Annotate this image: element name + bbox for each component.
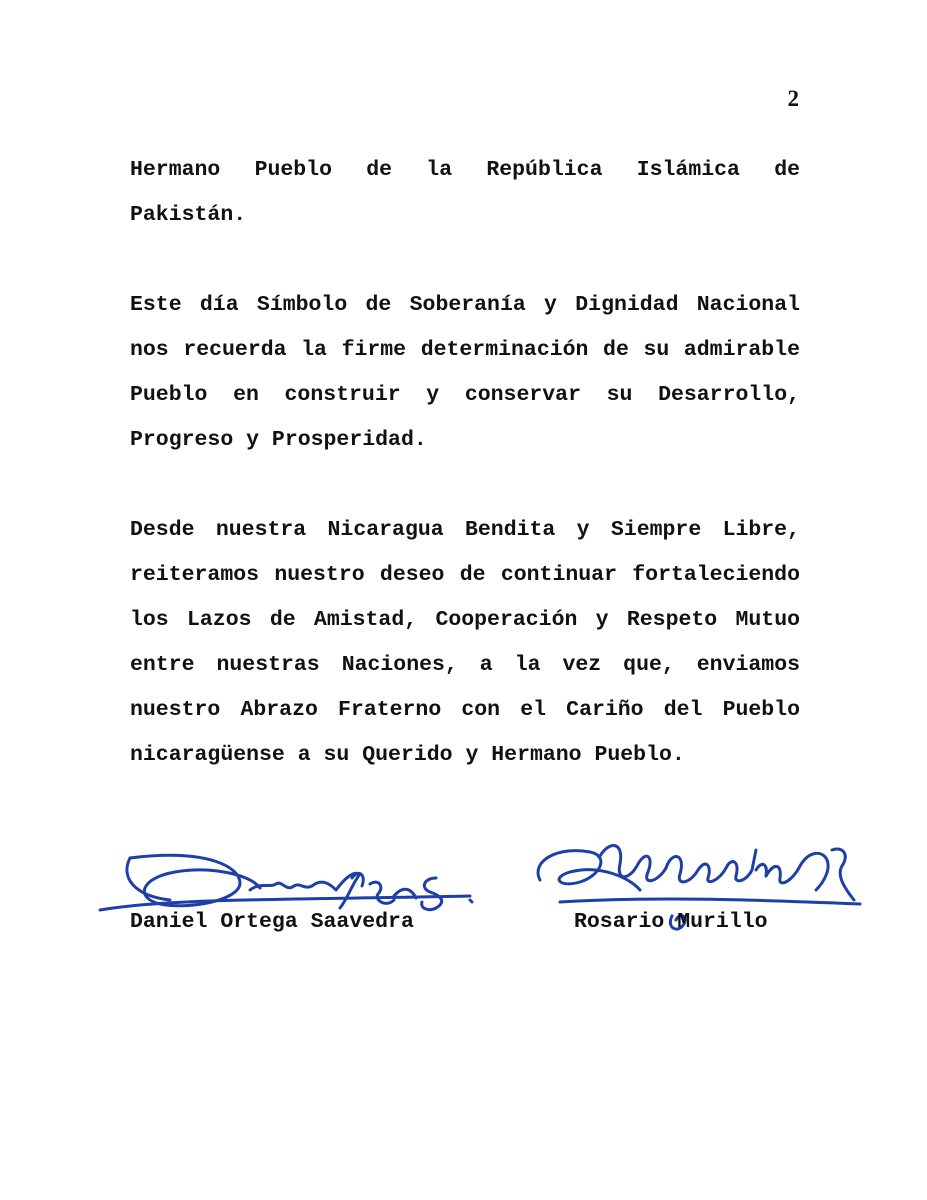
letter-body [130, 148, 800, 823]
paragraph-greeting: Hermano Pueblo de la República Islámica de Pakistán. [130, 158, 800, 227]
signer-name-rosario-murillo: Rosario Murillo [574, 910, 768, 934]
paragraph-friendship: Desde nuestra Nicaragua Bendita y Siempre Libre, reiteramos nuestro deseo de continuar fortaleciendo los Lazos de Amistad, Cooperación y Respeto Mutuo entre nuestras Naciones, a la vez que, enviamos nuestro Abrazo Fraterno con el Cariño del Pueblo nicaragüense a su Querido y Hermano Pueblo. [130, 518, 800, 767]
signer-name-daniel-ortega: Daniel Ortega Saavedra [130, 910, 414, 934]
page-number: 2 [787, 86, 799, 111]
paragraph-national-day: Este día Símbolo de Soberanía y Dignidad Nacional nos recuerda la firme determinación de su admirable Pueblo en construir y conservar su Desarrollo, Progreso y Prosperidad. [130, 293, 800, 452]
signature-block [90, 820, 890, 960]
